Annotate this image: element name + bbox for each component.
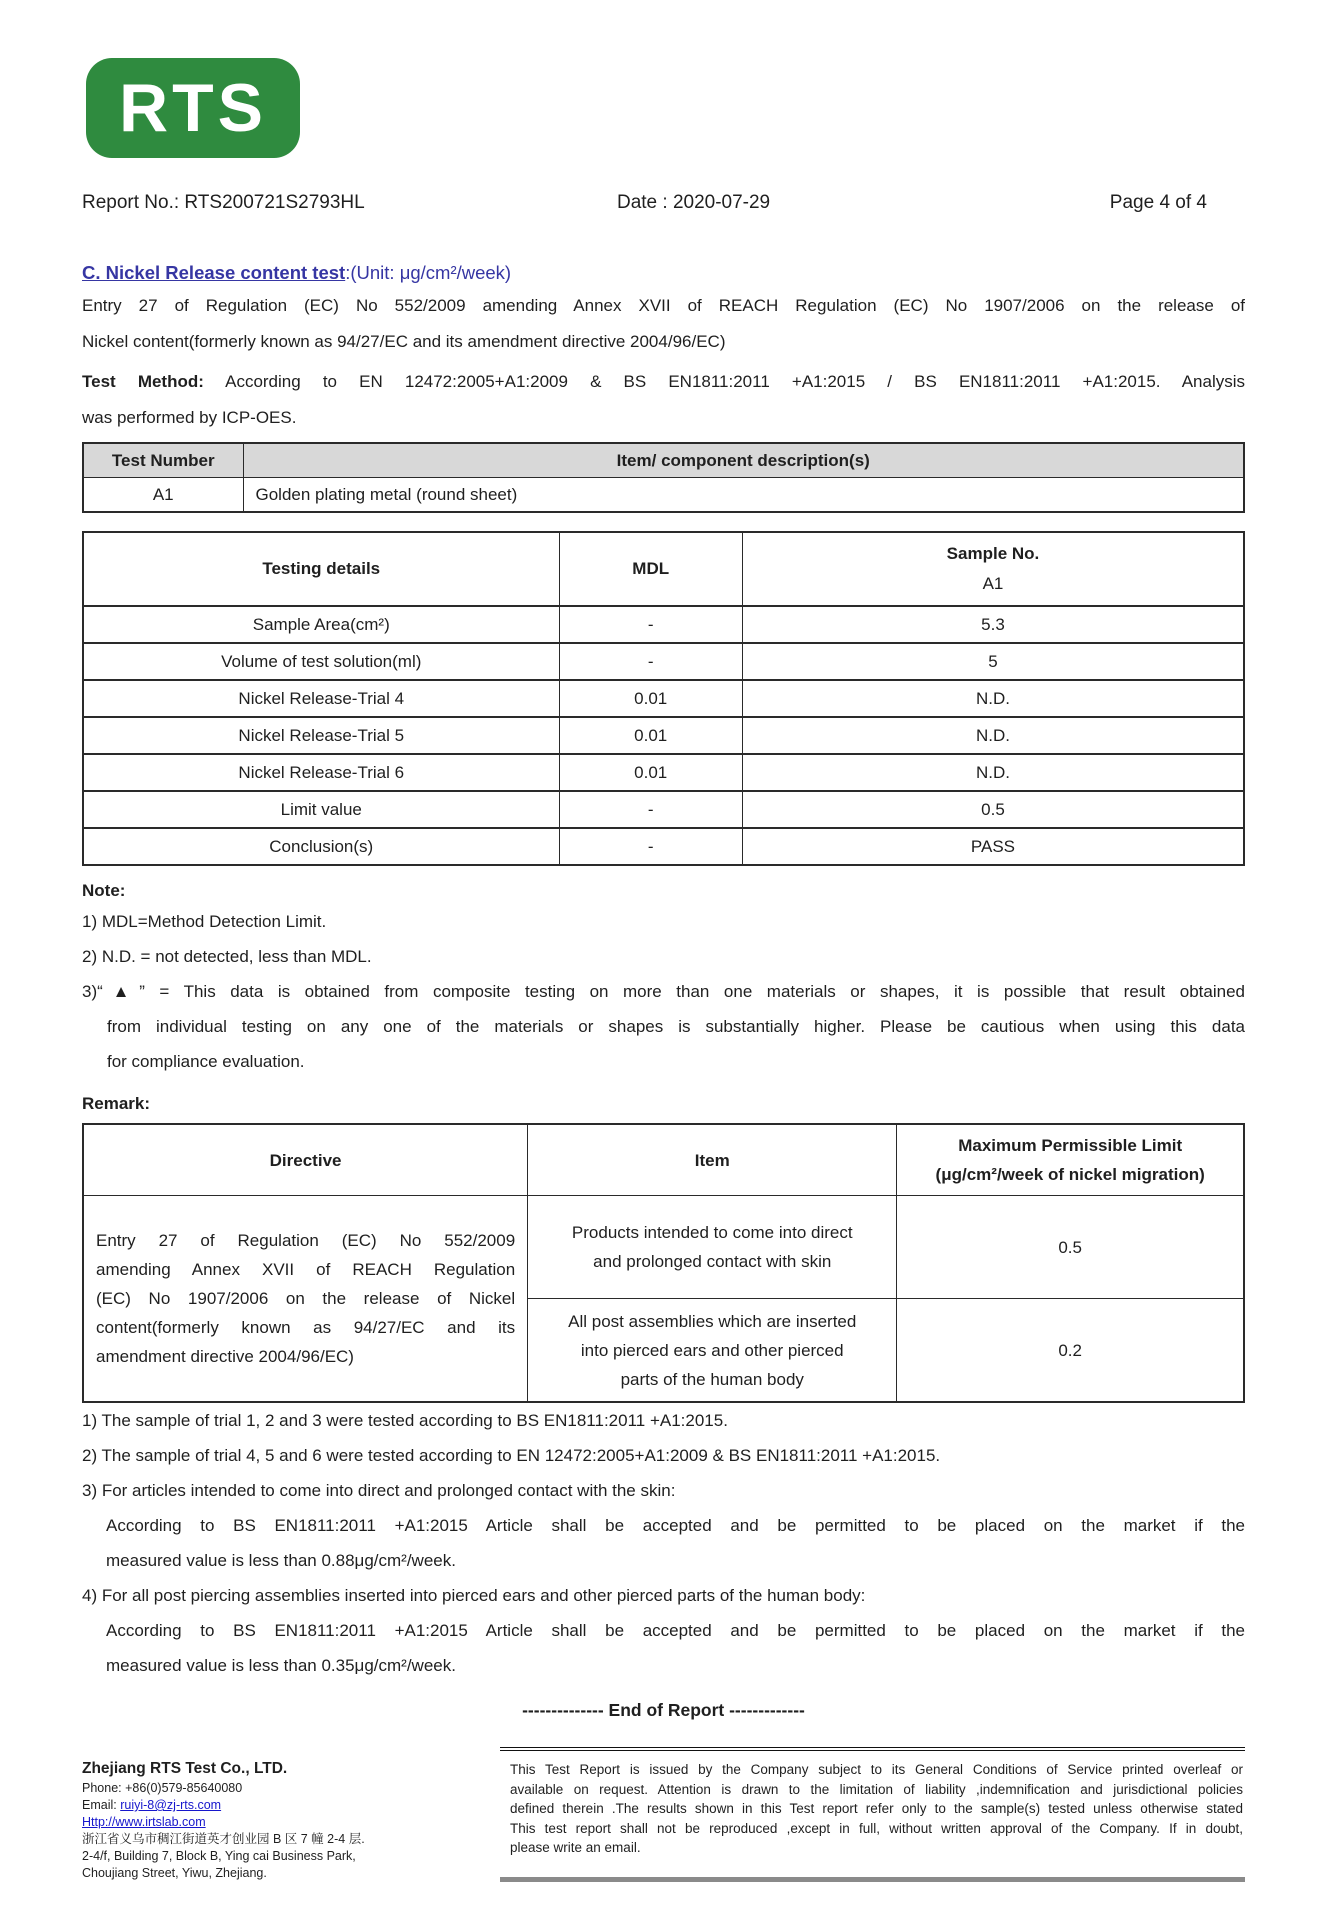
disclaimer [500, 1747, 1245, 1882]
row-mdl: - [559, 828, 742, 865]
disclaimer-line2: available on request. Attention is drawn to the limitation of liability ,indemnification and jurisdictional policies [510, 1781, 1243, 1797]
remark-note-3-line2: measured value is less than 0.88μg/cm²/week. [106, 1551, 456, 1570]
row-label: Sample Area(cm²) [83, 606, 559, 643]
company-address-en1: 2-4/f, Building 7, Block B, Ying cai Business Park, [82, 1849, 356, 1863]
table-header-row [83, 443, 1244, 478]
row-value: N.D. [742, 717, 1244, 754]
row-label: Volume of test solution(ml) [83, 643, 559, 680]
remark-note-4-detail [82, 1613, 1245, 1683]
cell-test-number: A1 [83, 478, 243, 513]
remark-note-4-line1: According to BS EN1811:2011 +A1:2015 Article shall be accepted and be permitted to be placed on the market if the [106, 1621, 1245, 1640]
row-mdl: - [559, 791, 742, 828]
sample-no-label: Sample No. [946, 544, 1040, 563]
sample-id: A1 [982, 574, 1004, 593]
report-page [0, 58, 1323, 1929]
table-row [83, 643, 1244, 680]
note-item-3-line2: from individual testing on any one of the materials or shapes is substantially higher. Please be cautious when using this data [107, 1017, 1245, 1036]
company-email-line [82, 1797, 412, 1814]
row-value: N.D. [742, 680, 1244, 717]
cell-item: All post assemblies which are inserted into pierced ears and other pierced parts of the human body [528, 1299, 897, 1403]
col-test-number: Test Number [83, 443, 243, 478]
email-link[interactable]: ruiyi-8@zj-rts.com [120, 1798, 222, 1812]
row-mdl: 0.01 [559, 717, 742, 754]
company-address-cn: 浙江省义乌市稠江街道英才创业园 B 区 7 幢 2-4 层. [82, 1832, 365, 1846]
table-row [83, 606, 1244, 643]
regulation-intro [82, 288, 1245, 360]
report-header [82, 192, 1245, 214]
max-limit-line1: Maximum Permissible Limit [958, 1136, 1183, 1155]
regulation-intro-line2: Nickel content(formerly known as 94/27/EC and its amendment directive 2004/96/EC) [82, 332, 726, 351]
test-method-label: Test Method: [82, 372, 204, 391]
disclaimer-line3: defined therein .The results shown in this Test report refer only to the sample(s) tested unless otherwise stated [510, 1801, 1243, 1816]
email-label: Email: [82, 1798, 121, 1812]
row-label: Nickel Release-Trial 4 [83, 680, 559, 717]
row-mdl: 0.01 [559, 754, 742, 791]
note-item-3-line1: 3)“▲” = This data is obtained from composite testing on more than one materials or shapes, it is possible that result obtained [82, 982, 1245, 1001]
table-row [83, 791, 1244, 828]
cell-limit: 0.5 [897, 1196, 1244, 1299]
disclaimer-line5: please write an email. [510, 1840, 641, 1855]
table-header-row [83, 1124, 1244, 1196]
table-row [83, 1196, 1244, 1299]
section-title-unit: :(Unit: μg/cm²/week) [345, 262, 512, 283]
remark-note-1: 1) The sample of trial 1, 2 and 3 were tested according to BS EN1811:2011 +A1:2015. [82, 1411, 728, 1430]
end-of-report: -------------- End of Report ------------- [522, 1700, 805, 1720]
company-name: Zhejiang RTS Test Co., LTD. [82, 1760, 288, 1777]
test-method-line1: According to EN 12472:2005+A1:2009 & BS EN1811:2011 +A1:2015 / BS EN1811:2011 +A1:2015. Analysis [203, 372, 1245, 391]
rts-logo [86, 58, 300, 158]
cell-directive: Entry 27 of Regulation (EC) No 552/2009 amending Annex XVII of REACH Regulation (EC) No 1907/2006 on the release of Nickel content(formerly known as 94/27/EC and its amendment directive 2004/96/EC) [83, 1196, 528, 1403]
company-phone: Phone: +86(0)579-85640080 [82, 1781, 243, 1795]
report-number: Report No.: RTS200721S2793HL [82, 192, 365, 213]
remark-note-3: 3) For articles intended to come into direct and prolonged contact with the skin: [82, 1481, 676, 1500]
row-label: Conclusion(s) [83, 828, 559, 865]
row-value: 5.3 [742, 606, 1244, 643]
test-method-line2: was performed by ICP-OES. [82, 408, 297, 427]
table-row [83, 680, 1244, 717]
disclaimer-line4: This test report shall not be reproduced ,except in full, without written approval of the Company. If in doubt, [510, 1820, 1243, 1836]
remark-note-2: 2) The sample of trial 4, 5 and 6 were tested according to EN 12472:2005+A1:2009 & BS EN1811:2011 +A1:2015. [82, 1446, 941, 1465]
col-max-limit [897, 1124, 1244, 1196]
sample-description-table [82, 442, 1245, 513]
row-value: 0.5 [742, 791, 1244, 828]
test-method [82, 364, 1245, 436]
row-label: Limit value [83, 791, 559, 828]
cell-limit: 0.2 [897, 1299, 1244, 1403]
max-limit-line2: (μg/cm²/week of nickel migration) [935, 1165, 1205, 1184]
table-row [83, 478, 1244, 513]
row-label: Nickel Release-Trial 5 [83, 717, 559, 754]
page-number: Page 4 of 4 [1109, 192, 1207, 213]
col-directive: Directive [83, 1124, 528, 1196]
regulation-intro-line1: Entry 27 of Regulation (EC) No 552/2009 amending Annex XVII of REACH Regulation (EC) No 1907/2006 on the release of [82, 296, 1245, 315]
note-item-1: 1) MDL=Method Detection Limit. [82, 912, 327, 931]
row-value: N.D. [742, 754, 1244, 791]
remark-heading: Remark: [82, 1094, 151, 1113]
table-header-row [83, 532, 1244, 606]
col-sample-no [742, 532, 1244, 606]
rts-logo-text: RTS [119, 70, 267, 146]
col-mdl: MDL [559, 532, 742, 606]
row-value: PASS [742, 828, 1244, 865]
remark-note-3-detail [82, 1508, 1245, 1578]
disclaimer-line1: This Test Report is issued by the Company subject to its General Conditions of Service printed overleaf or [510, 1762, 1243, 1777]
nickel-release-results-table [82, 531, 1245, 866]
remark-table [82, 1123, 1245, 1403]
company-info [82, 1747, 412, 1882]
section-title [82, 262, 1245, 284]
company-website-line [82, 1814, 412, 1831]
row-mdl: 0.01 [559, 680, 742, 717]
col-testing-details: Testing details [83, 532, 559, 606]
row-mdl: - [559, 606, 742, 643]
section-title-text: C. Nickel Release content test [82, 262, 346, 283]
company-address-en2: Choujiang Street, Yiwu, Zhejiang. [82, 1866, 267, 1880]
table-row [83, 828, 1244, 865]
remark-note-4-line2: measured value is less than 0.35μg/cm²/week. [106, 1656, 456, 1675]
note-item-2: 2) N.D. = not detected, less than MDL. [82, 947, 372, 966]
cell-description: Golden plating metal (round sheet) [243, 478, 1244, 513]
cell-item: Products intended to come into direct and prolonged contact with skin [528, 1196, 897, 1299]
note-item-3 [82, 974, 1245, 1079]
report-date: Date : 2020-07-29 [616, 192, 771, 213]
note-item-3-line3: for compliance evaluation. [107, 1052, 305, 1071]
page-footer [82, 1747, 1245, 1882]
remark-note-3-line1: According to BS EN1811:2011 +A1:2015 Article shall be accepted and be permitted to be placed on the market if the [106, 1516, 1245, 1535]
col-item: Item [528, 1124, 897, 1196]
note-heading: Note: [82, 881, 126, 900]
table-row [83, 754, 1244, 791]
col-item-description: Item/ component description(s) [243, 443, 1244, 478]
website-link[interactable]: Http://www.irtslab.com [82, 1815, 206, 1829]
table-row [83, 717, 1244, 754]
row-label: Nickel Release-Trial 6 [83, 754, 559, 791]
row-mdl: - [559, 643, 742, 680]
remark-note-4: 4) For all post piercing assemblies inserted into pierced ears and other pierced parts of the human body: [82, 1586, 866, 1605]
row-value: 5 [742, 643, 1244, 680]
